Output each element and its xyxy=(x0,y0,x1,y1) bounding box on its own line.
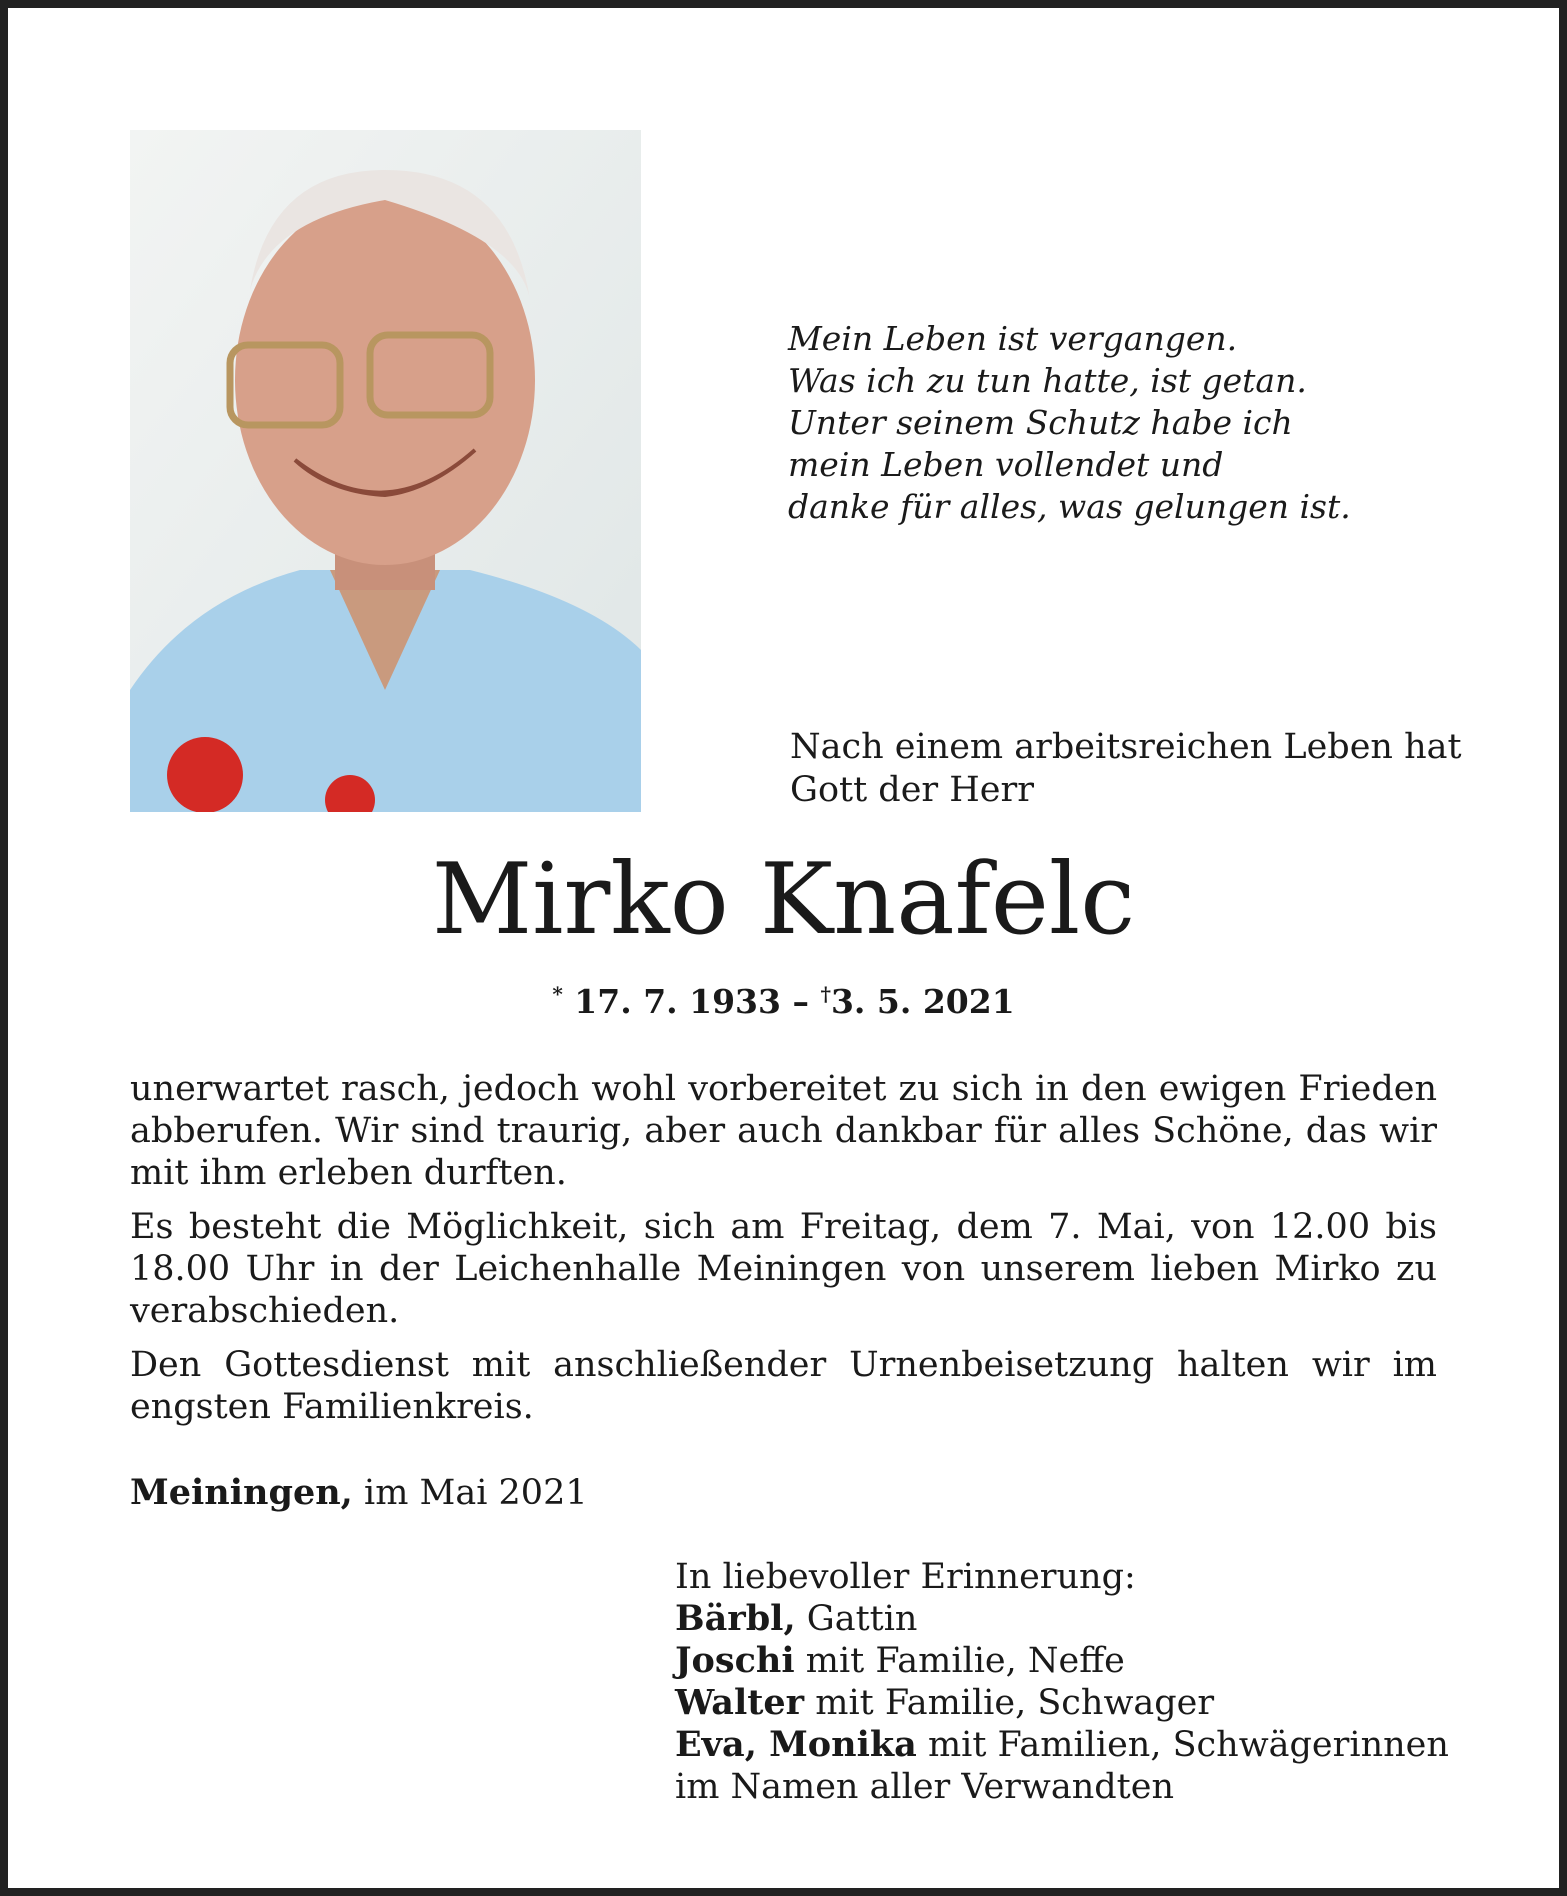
date-separator: – xyxy=(780,982,821,1021)
signature-relation: mit Familien, Schwägerinnen xyxy=(916,1725,1449,1765)
signature-name: Walter xyxy=(675,1682,805,1723)
signatures-footer: im Namen aller Verwandten xyxy=(675,1767,1174,1807)
intro-text xyxy=(790,726,1462,812)
death-symbol: † xyxy=(820,982,831,1006)
paragraph: unerwartet rasch, jedoch wohl vorbereitet zu sich in den ewigen Frieden abberufen. Wir sind traurig, aber auch dankbar für alles Schöne, das wir mit ihm erleben durften. xyxy=(130,1069,1437,1193)
portrait-photo xyxy=(130,130,641,812)
signature-entry xyxy=(675,1640,1449,1682)
signature-name: Joschi xyxy=(675,1640,795,1681)
body-text xyxy=(130,1068,1437,1440)
poem-line: Was ich zu tun hatte, ist getan. xyxy=(788,361,1307,400)
birth-date: 17. 7. 1933 xyxy=(574,982,781,1021)
poem-line: danke für alles, was gelungen ist. xyxy=(788,487,1351,526)
place-date xyxy=(130,1472,588,1513)
place-town: Meiningen, xyxy=(130,1472,353,1513)
poem xyxy=(788,318,1351,528)
signature-name: Bärbl, xyxy=(675,1598,796,1639)
signature-name: Eva, Monika xyxy=(675,1724,917,1765)
signatures-heading: In liebevoller Erinnerung: xyxy=(675,1557,1136,1597)
life-dates xyxy=(0,982,1567,1021)
place-date-text: im Mai 2021 xyxy=(352,1473,588,1513)
poem-line: Unter seinem Schutz habe ich xyxy=(788,403,1293,442)
deceased-name: Mirko Knafelc xyxy=(431,843,1136,957)
signatures xyxy=(675,1556,1449,1808)
death-date: 3. 5. 2021 xyxy=(830,982,1015,1021)
signature-entry xyxy=(675,1682,1449,1724)
paragraph: Den Gottesdienst mit anschließender Urnenbeisetzung halten wir im engsten Familienkreis. xyxy=(130,1345,1437,1427)
signature-entry xyxy=(675,1598,1449,1640)
signature-relation: mit Familie, Schwager xyxy=(804,1683,1215,1723)
intro-line: Gott der Herr xyxy=(790,770,1034,810)
signature-entry xyxy=(675,1724,1449,1766)
poem-line: mein Leben vollendet und xyxy=(788,445,1224,484)
paragraph: Es besteht die Möglichkeit, sich am Freitag, dem 7. Mai, von 12.00 bis 18.00 Uhr in der Leichenhalle Meiningen von unserem lieben Mirko zu verabschieden. xyxy=(130,1207,1437,1331)
poem-line: Mein Leben ist vergangen. xyxy=(788,319,1238,358)
birth-symbol: * xyxy=(552,982,563,1006)
signature-relation: mit Familie, Neffe xyxy=(794,1641,1125,1681)
intro-line: Nach einem arbeitsreichen Leben hat xyxy=(790,727,1462,767)
signature-relation: Gattin xyxy=(795,1599,918,1639)
